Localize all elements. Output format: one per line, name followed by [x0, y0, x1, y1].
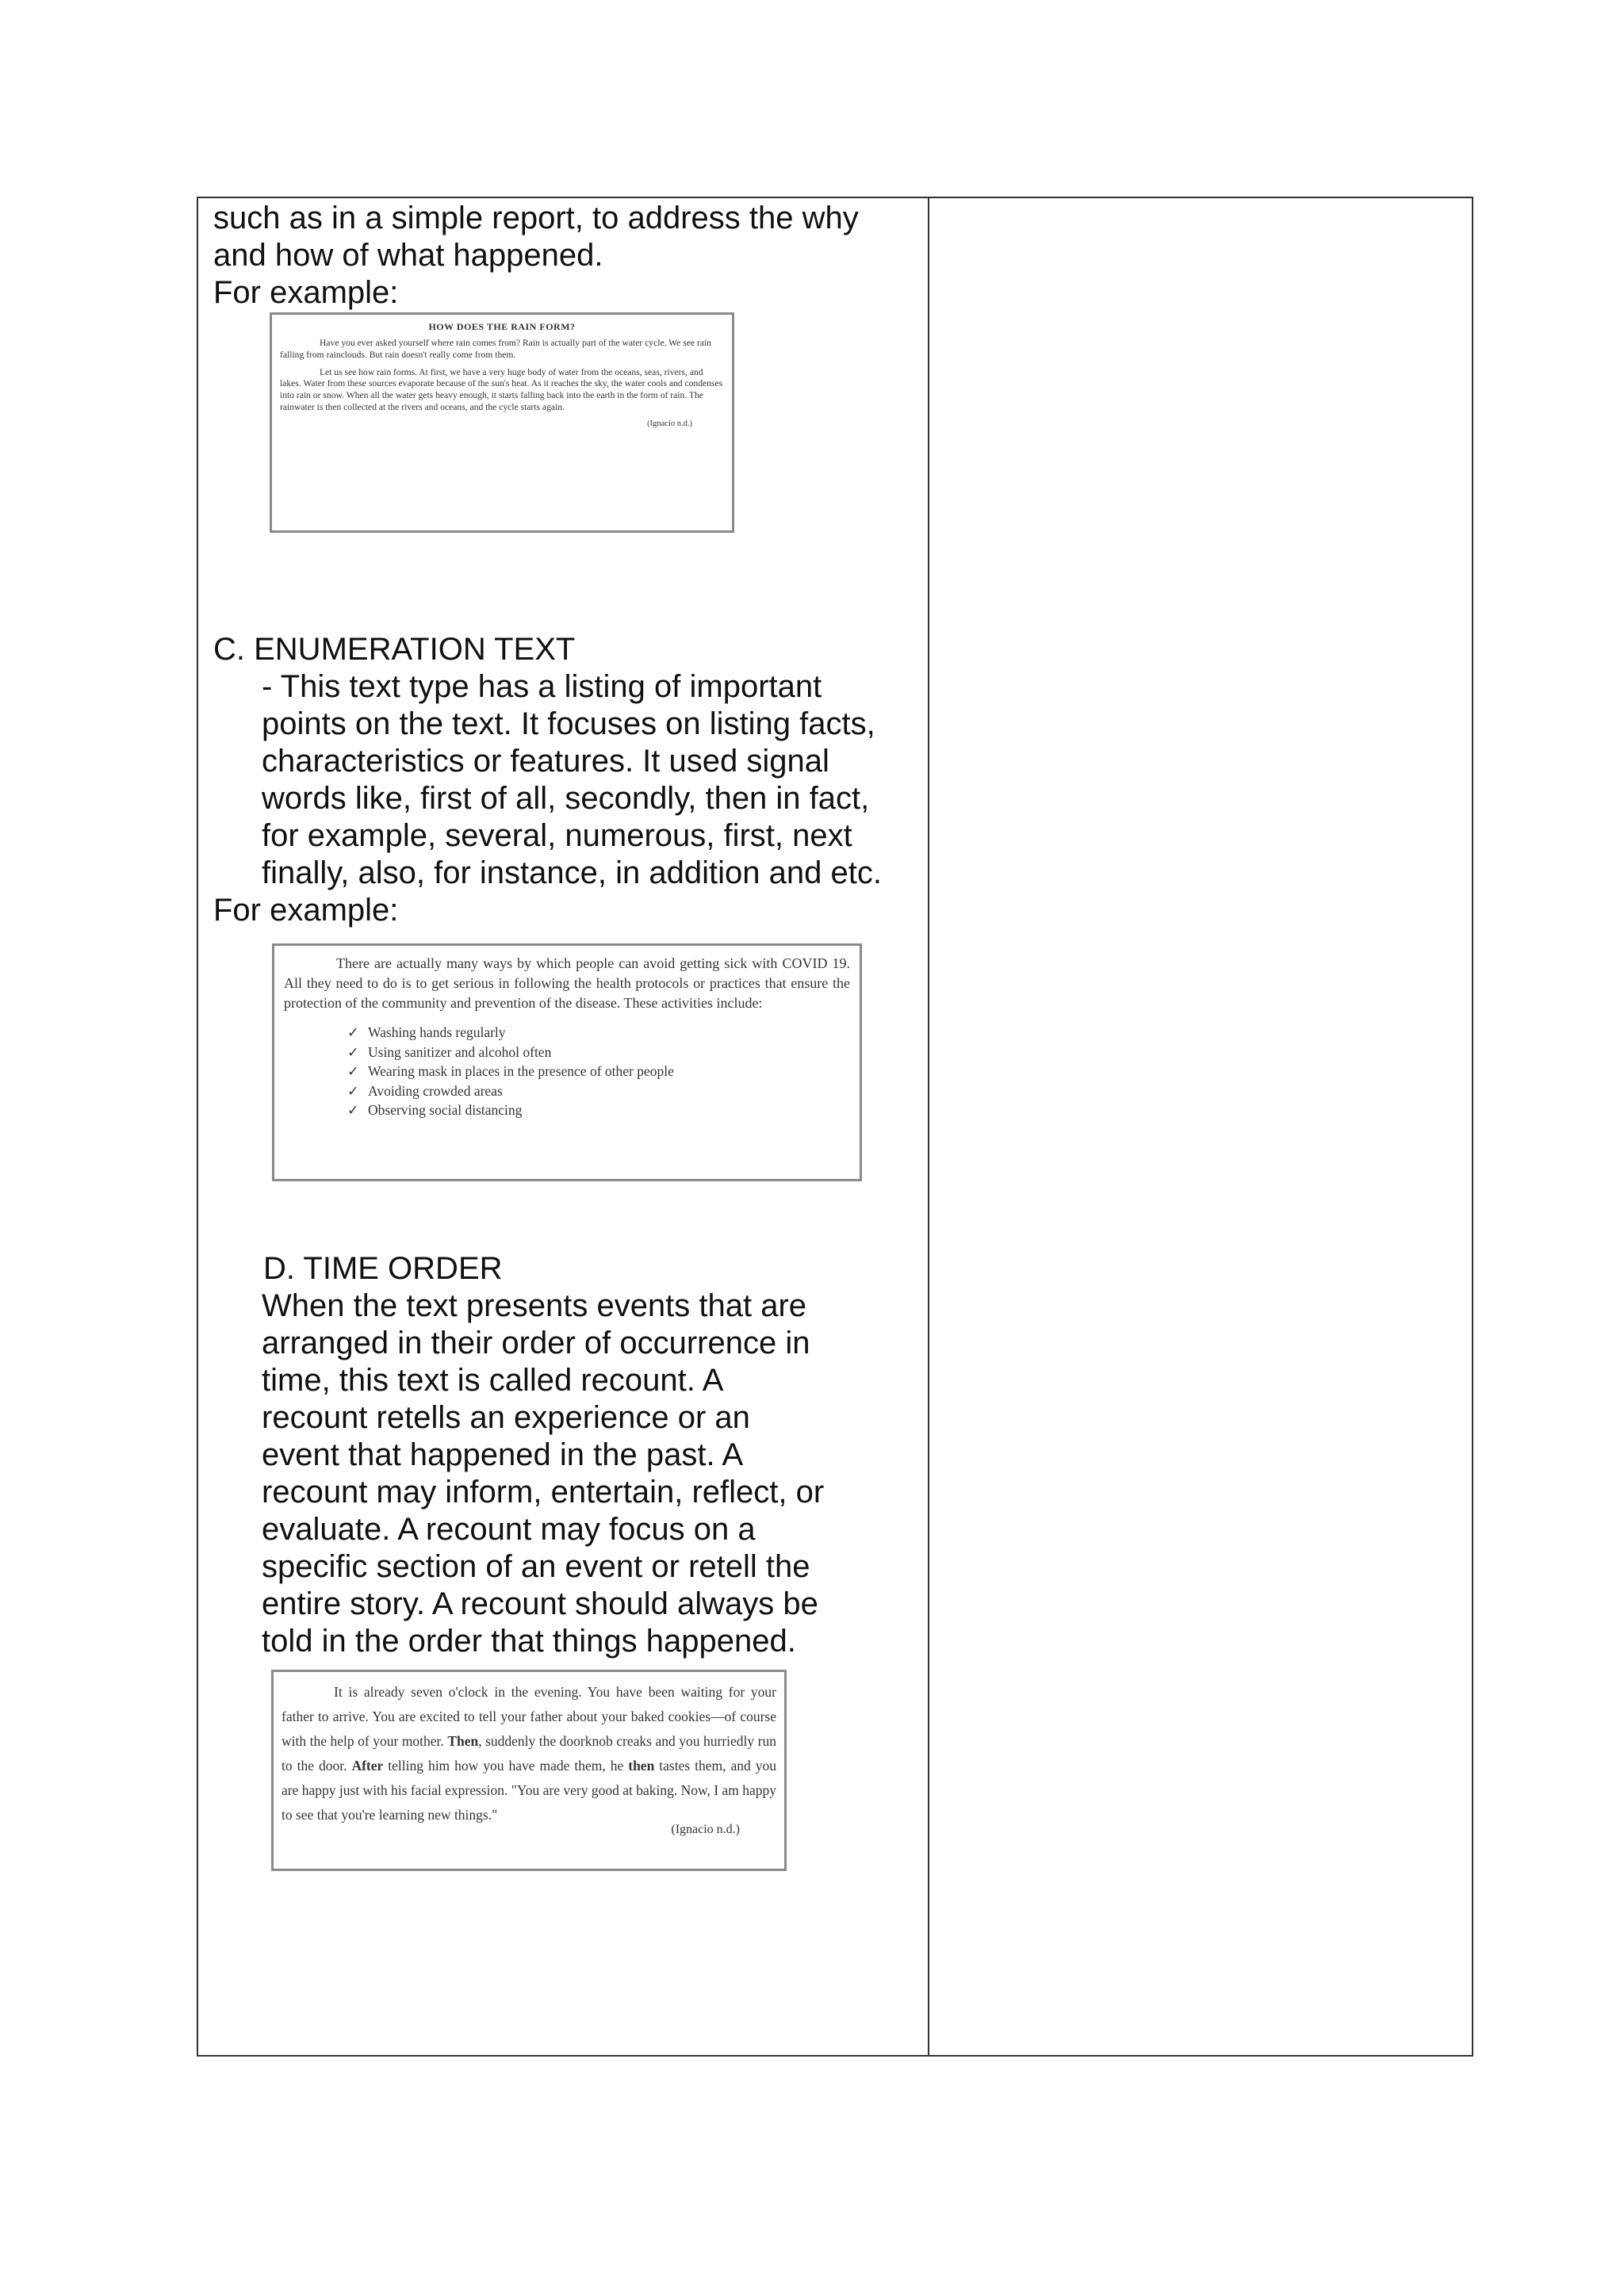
check-icon: ✓ — [347, 1043, 359, 1060]
section-d-line: evaluate. A recount may focus on a — [262, 1512, 756, 1547]
list-item: ✓ Wearing mask in places in the presence of other people — [347, 1062, 850, 1081]
section-c-line: characteristics or features. It used signal — [262, 744, 829, 779]
section-c-heading: C. ENUMERATION TEXT — [213, 632, 576, 667]
section-d-line: When the text presents events that are — [262, 1288, 807, 1323]
recount-box-citation: (Ignacio n.d.) — [671, 1823, 740, 1836]
right-cell-empty — [929, 198, 1472, 2055]
recount-example-box — [271, 1670, 787, 1871]
section-d-line: time, this text is called recount. A — [262, 1363, 724, 1398]
rain-box-title: HOW DOES THE RAIN FORM? — [428, 321, 576, 332]
section-c-line: words like, first of all, secondly, then in fact, — [262, 781, 870, 816]
section-c-line: for example, several, numerous, first, next — [262, 818, 852, 853]
intro-line-1: such as in a simple report, to address the why — [213, 201, 859, 235]
for-example-label: For example: — [213, 275, 399, 310]
section-d-line: arranged in their order of occurrence in — [262, 1326, 810, 1360]
rain-box-paragraph: Let us see how rain forms. At first, we have a very huge body of water from the oceans, seas, rivers, and lakes. Water from these sources evaporate because of the sun's heat. As it reaches the sky, the water cools and condenses into rain or snow. When all the water gets heavy enough, it starts falling back into the earth in the form of rain. The rainwater is then collected at the rivers and oceans, and the cycle starts again. — [280, 366, 723, 412]
rain-box-paragraph: Have you ever asked yourself where rain comes from? Rain is actually part of the water cycle. We see rain falling from rainclouds. But rain doesn't really come from them. — [280, 338, 711, 360]
section-d-line: recount may inform, entertain, reflect, or — [262, 1475, 825, 1510]
section-d-line: event that happened in the past. A — [262, 1437, 744, 1472]
list-item: ✓ Observing social distancing — [347, 1100, 850, 1120]
section-c-line: finally, also, for instance, in addition and etc. — [262, 855, 882, 890]
section-d-line: recount retells an experience or an — [262, 1400, 750, 1435]
for-example-label: For example: — [213, 893, 399, 928]
section-c-line: points on the text. It focuses on listing facts, — [262, 706, 875, 741]
covid-checklist — [347, 1023, 850, 1120]
covid-box-paragraph: There are actually many ways by which people can avoid getting sick with COVID 19. All they need to do is to get serious in following the health protocols or practices that ensure the protection of the community and prevention of the disease. These activities include: — [284, 955, 850, 1011]
check-icon: ✓ — [347, 1024, 359, 1040]
lesson-table — [197, 197, 1473, 2057]
section-c-line: - This text type has a listing of important — [262, 669, 822, 704]
intro-line-2: and how of what happened. — [213, 238, 603, 273]
covid-example-box — [272, 943, 862, 1181]
rain-example-box — [270, 312, 734, 533]
recount-box-paragraph: It is already seven o'clock in the evening. You have been waiting for your father to arrive. You are excited to tell your father about your baked cookies—of course with the help of your mother. Then, suddenly the doorknob creaks and you hurriedly run to the door. After telling him how you have made them, he then tastes them, and you are happy just with his facial expression. "You are very good at baking. Now, I am happy to see that you're learning new things." — [282, 1684, 777, 1823]
section-d-line: told in the order that things happened. — [262, 1624, 796, 1659]
check-icon: ✓ — [347, 1063, 359, 1079]
rain-box-citation: (Ignacio n.d.) — [647, 419, 692, 428]
left-cell — [198, 198, 928, 2055]
section-d-line: specific section of an event or retell the — [262, 1549, 810, 1584]
list-item: ✓ Washing hands regularly — [347, 1023, 850, 1043]
list-item: ✓ Using sanitizer and alcohol often — [347, 1043, 850, 1062]
check-icon: ✓ — [347, 1102, 359, 1118]
section-d-line: entire story. A recount should always be — [262, 1586, 818, 1621]
list-item: ✓ Avoiding crowded areas — [347, 1081, 850, 1101]
check-icon: ✓ — [347, 1082, 359, 1099]
section-d-heading: D. TIME ORDER — [263, 1251, 503, 1286]
